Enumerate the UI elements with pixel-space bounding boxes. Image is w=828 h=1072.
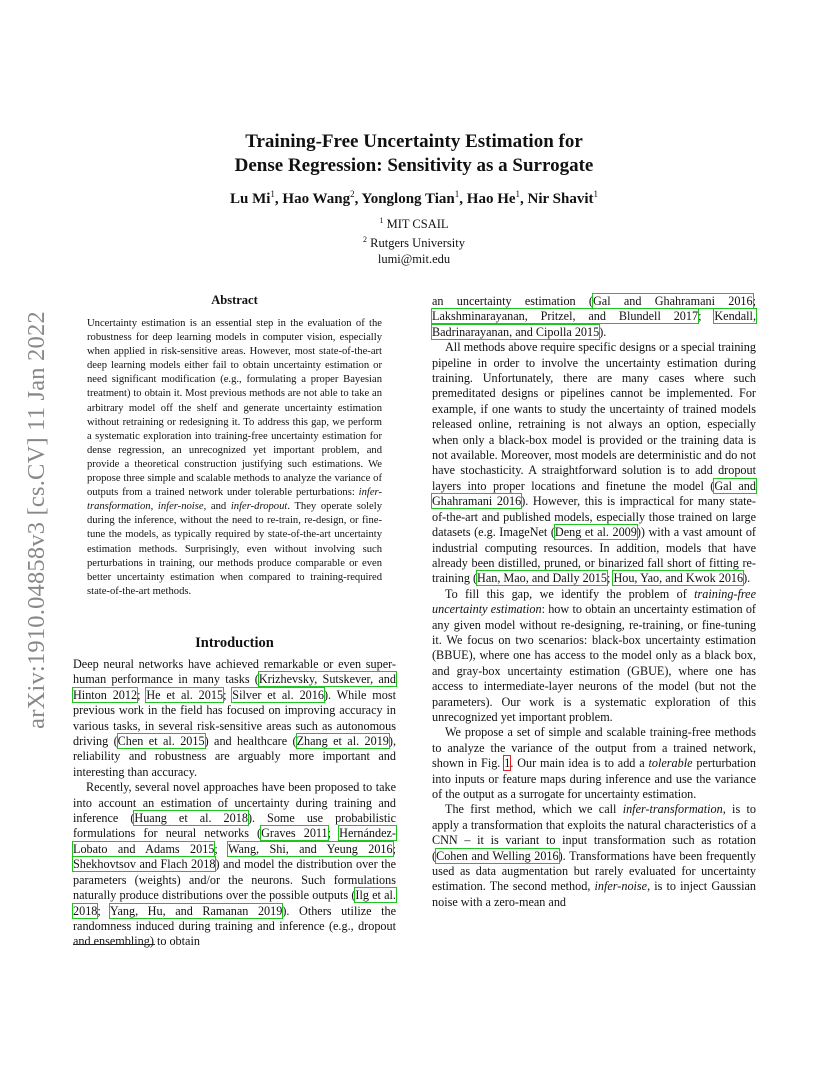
citation-link[interactable]: Deng et al. 2009 — [554, 525, 637, 540]
arxiv-identifier-text: arXiv:1910.04858v3 [cs.CV] 11 Jan 2022 — [23, 311, 50, 729]
text-run: ). — [743, 571, 751, 586]
text-run: ; — [214, 841, 228, 856]
text-run: , — [150, 501, 158, 513]
citation-link[interactable]: Hou, Yao, and Kwok 2016 — [613, 571, 744, 586]
affiliation-mark: 2 — [363, 235, 368, 245]
text-run: ). Transformations have been frequently used as data augmentation but rarely evaluated for uncertainty estimation. The second method, — [432, 848, 756, 894]
text-run: The first method, which we call — [445, 802, 623, 817]
text-run: ) and model the distribution over the parameters (weights) and/or the neurons. Such formulations naturally produce distributions over the possible outputs ( — [73, 857, 396, 903]
text-run: ; — [752, 294, 756, 308]
text-run: ; — [97, 903, 110, 918]
intro-paragraph-2 — [73, 780, 396, 949]
text-run: : how to obtain an uncertainty estimation of any given model without re-designing, re-training, or fine-tuning it. We focus on two scenarios: black-box uncertainty estimation (BBUE), where one has access to the model only as a black box, and gray-box uncertainty estimation (GBUE), where one has access to intermediate-layer neurons of the model (but not the parameters). Our work is a systematic exploration of this unrecognized yet important problem. — [432, 602, 756, 724]
citation-link[interactable]: He et al. 2015 — [146, 687, 224, 702]
affiliation-1 — [0, 213, 828, 232]
contact-email: lumi@mit.edu — [377, 252, 451, 267]
text-run: ; — [607, 571, 614, 586]
text-run: , is to apply a transformation that exploits the natural characteristics of a CNN – it is variant to input transformation such as rotation ( — [432, 802, 756, 863]
emphasis: training-free uncertainty estimation — [432, 586, 756, 617]
text-run: All methods above require specific designs or a special training pipeline in order to involve the uncertainty estimation during training. Unfortunately, there are many cases where such premeditated designs or pipelines cannot be implemented. For example, if one wants to study the uncertainty of trained models released online, retraining is not always an option, especially when only a black-box model is provided or the training data is not available. Moreover, most models are deterministic and do not have stochasticity. A straightforward solution is to add dropout layers into proper locations and finetune the model ( — [432, 340, 756, 493]
text-run: ). While most previous work in the field has focused on improving accuracy in various tasks, in several risk-sensitive areas such as autonomous driving ( — [73, 687, 397, 749]
footnote-divider — [73, 944, 155, 945]
title-line-1: Training-Free Uncertainty Estimation for — [245, 131, 583, 152]
right-column-body — [432, 294, 756, 910]
author-affiliation-mark: 1 — [270, 189, 275, 199]
citation-link[interactable]: Lakshminarayanan, Pritzel, and Blundell 2017 — [432, 309, 699, 324]
text-run: ). Some use probabilistic formulations for neural networks ( — [73, 811, 396, 841]
text-run: ). — [599, 324, 607, 339]
author-name: Nir Shavit — [527, 191, 594, 207]
emphasis: infer-transformation — [87, 487, 382, 513]
citation-link[interactable]: Kendall, Badrinarayanan, and Cipolla 2015 — [432, 309, 756, 339]
text-run: ). Others utilize the randomness induced during training and inference (e.g., dropout and ensembling) to obtain — [73, 903, 396, 949]
figure-reference-link[interactable]: 1 — [504, 756, 511, 771]
text-run: )) with a vast amount of industrial computing resources. In addition, models that have already been distilled, pruned, or binarized fall short of fitting re-training ( — [432, 525, 756, 586]
citation-link[interactable]: Shekhovtsov and Flach 2018 — [73, 857, 216, 872]
author-name: Hao He — [466, 191, 516, 207]
abstract-body — [87, 317, 382, 599]
citation-link[interactable]: Krizhevsky, Sutskever, and Hinton 2012 — [73, 672, 396, 702]
right-paragraph-0 — [432, 294, 756, 340]
citation-link[interactable]: Ilg et al. 2018 — [73, 888, 396, 918]
citation-link[interactable]: Cohen and Welling 2016 — [436, 848, 559, 863]
text-run: , is to inject Gaussian noise with a zero-mean and — [432, 879, 756, 909]
text-run: . They operate solely during the inference, without the need to re-train, re-design, or fine-tune the models, as typically required by state-of-the-art uncertainty estimation methods. Surprisingly, even without involving such perturbations in training, our methods produce comparable or even better uncertainty estimation when compared to training-required state-of-the-art methods. — [87, 501, 382, 597]
author-affiliation-mark: 1 — [593, 189, 599, 199]
text-run: Recently, several novel approaches have been proposed to take into account an estimation of uncertainty during training and inference ( — [73, 780, 396, 826]
text-run: ; — [392, 841, 396, 856]
author-affiliation-mark: 1 — [515, 189, 521, 199]
author-affiliation-mark: 2 — [350, 189, 355, 199]
affiliation-2 — [0, 232, 828, 251]
right-paragraph-2 — [432, 587, 756, 726]
citation-link[interactable]: Gal and Ghahramani 2016 — [592, 294, 753, 308]
citation-link[interactable]: Han, Mao, and Dally 2015 — [477, 571, 607, 586]
right-paragraph-4 — [432, 802, 756, 910]
right-paragraph-1 — [432, 340, 756, 587]
text-run: perturbation into inputs or feature maps during inference and use the variance of the output as a surrogate for uncertainty estimation. — [432, 756, 756, 801]
text-run: , and — [203, 501, 231, 513]
text-run: . Our main idea is to add a — [510, 756, 649, 771]
text-run: ; — [137, 687, 147, 702]
text-run: ; — [327, 826, 340, 841]
affiliation-name: MIT CSAIL — [383, 217, 449, 232]
author-name: Yonglong Tian — [361, 191, 455, 207]
paper-title — [0, 130, 828, 178]
author-list: Lu Mi$^1$, Hao Wang$^2$, Yonglong Tian$^1$, Hao He$^1$, Nir Shavit$^1$ — [229, 189, 599, 207]
citation-link[interactable]: Gal and Ghahramani 2016 — [432, 478, 756, 509]
citation-link[interactable]: Graves 2011 — [261, 826, 328, 841]
affiliations — [0, 213, 828, 267]
abstract-heading: Abstract — [211, 293, 258, 307]
text-run: Uncertainty estimation is an essential step in the evaluation of the robustness for deep learning models in computer vision, especially when applied in risk-sensitive areas. However, most state-of-the-art deep learning models either fail to obtain uncertainty estimation or need significant modification (e.g., formulating a proper Bayesian treatment) to obtain it. Most previous methods are not able to take an arbitrary model off the shelf and generate uncertainty estimation without retraining or redesigning it. To address this gap, we perform a systematic exploration into training-free uncertainty estimation for dense regression, an unrecognized yet important problem, and provide a theoretical construction justifying such estimations. We propose three simple and scalable methods to analyze the variance of outputs from a trained network under tolerable perturbations: — [87, 318, 382, 499]
introduction-heading: Introduction — [195, 635, 274, 651]
citation-link[interactable]: Hernández-Lobato and Adams 2015 — [73, 826, 396, 856]
citation-link[interactable]: Wang, Shi, and Yeung 2016 — [227, 841, 393, 856]
text-run: an uncertainty estimation ( — [432, 294, 593, 308]
text-run: ). However, this is impractical for many state-of-the-art and published models, especially those trained on large datasets (e.g. ImageNet ( — [432, 494, 756, 540]
citation-link[interactable]: Yang, Hu, and Ramanan 2019 — [109, 903, 283, 918]
emphasis: tolerable — [648, 756, 693, 771]
abstract-paragraph — [87, 317, 382, 599]
title-line-2: Dense Regression: Sensitivity as a Surrogate — [234, 155, 594, 176]
arxiv-identifier-stamp — [12, 280, 62, 760]
text-run: ), reliability and robustness are arguably more important and interesting than accuracy. — [73, 734, 397, 779]
author-name: Lu Mi — [229, 191, 271, 207]
right-paragraph-3 — [432, 725, 756, 802]
citation-link[interactable]: Huang et al. 2018 — [134, 811, 248, 826]
citation-link[interactable]: Zhang et al. 2019 — [296, 734, 389, 749]
citation-link[interactable]: Silver et al. 2016 — [232, 687, 324, 702]
text-run: ; — [223, 687, 233, 702]
text-run: Deep neural networks have achieved remarkable or even super-human performance in many tasks ( — [73, 657, 396, 687]
author-name: Hao Wang — [282, 191, 351, 207]
emphasis: infer-noise — [157, 501, 204, 513]
text-run: We propose a set of simple and scalable training-free methods to analyze the variance of the output from a trained network, shown in Fig. — [432, 725, 756, 771]
author-affiliation-mark: 1 — [454, 189, 460, 199]
emphasis: infer-transformation — [622, 802, 723, 817]
affiliation-mark: 1 — [379, 216, 384, 225]
text-run: ) and healthcare ( — [204, 734, 297, 749]
affiliation-name: Rutgers University — [367, 236, 465, 251]
intro-paragraph-1 — [73, 657, 396, 780]
text-run: To fill this gap, we identify the problem of — [445, 586, 695, 601]
emphasis: infer-noise — [594, 879, 648, 894]
citation-link[interactable]: Chen et al. 2015 — [117, 734, 205, 749]
introduction-body — [73, 657, 396, 950]
emphasis: infer-dropout — [230, 501, 288, 513]
text-run: ; — [698, 309, 715, 324]
